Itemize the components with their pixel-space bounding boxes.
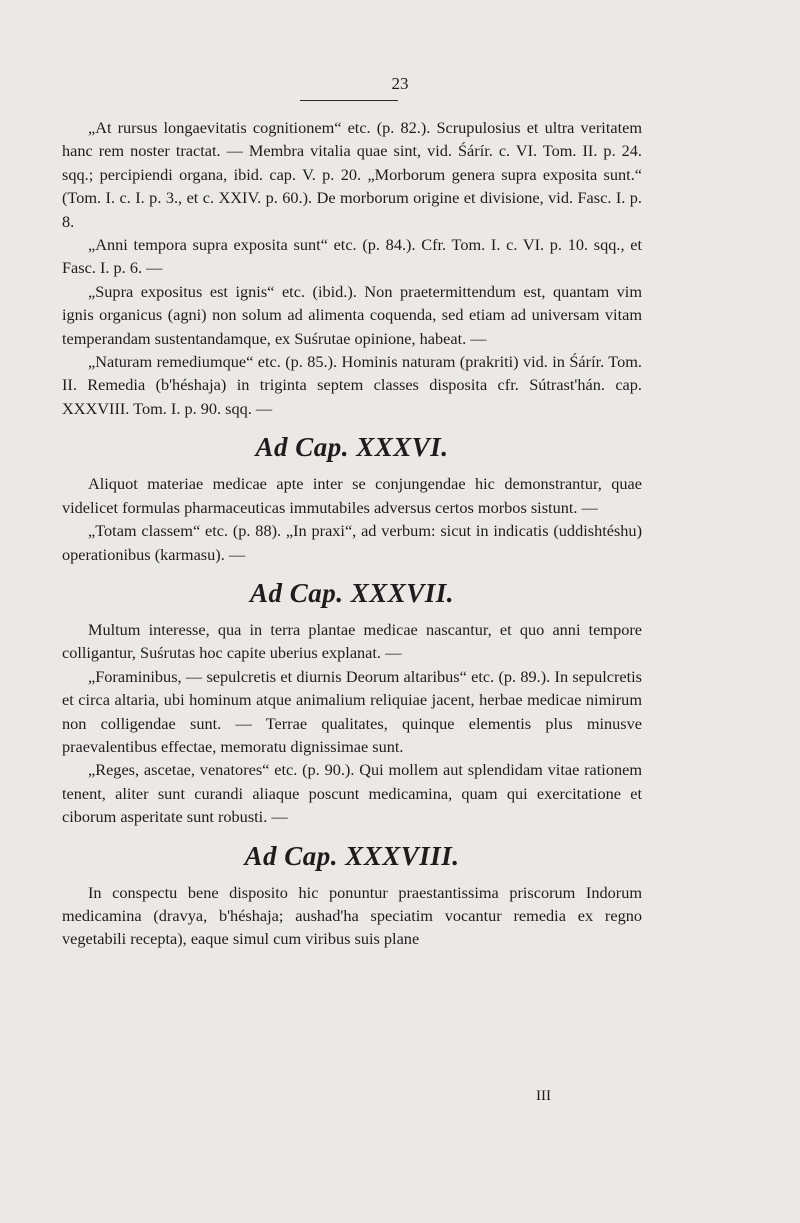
paragraph: Multum interesse, qua in terra plantae medicae nascantur, et quo anni tempore colligantur, Suśrutas hoc capite uberius explanat. — xyxy=(62,619,642,663)
paragraph: „At rursus longaevitatis cognitionem“ etc. (p. 82.). Scrupulosius et ultra veritatem hanc rem noster tractat. — Membra vitalia quae sint, vid. Śárír. c. VI. Tom. II. p. 24. sqq.; percipiendi organa, ibid. cap. V. p. 20. „Morborum genera supra exposita sunt.“ (Tom. I. c. I. p. 3., et c. XXIV. p. 60.). De morborum origine et divisione, vid. Fasc. I. p. 8. xyxy=(62,118,642,231)
paragraph: „Supra expositus est ignis“ etc. (ibid.). Non praetermittendum est, quantam vim ignis organicus (agni) non solum ad alimenta coquenda, sed etiam ad universam vitam temperandam sustentandamque, ex Suśrutae opinione, habeat. — xyxy=(62,281,642,348)
paragraph: „Foraminibus, — sepulcretis et diurnis Deorum altaribus“ etc. (p. 89.). In sepulcretis et circa altaria, ubi hominum atque animalium reliquiae jacent, herbae medicae nimirum non colligendae sunt. — Terrae qualitates, quinque elementis plus minusve praevalentibus effectae, memoratu dignissimae sunt. xyxy=(62,666,642,756)
signature-mark: III xyxy=(536,1088,551,1104)
header-rule xyxy=(300,100,398,101)
section-heading: Ad Cap. XXXVII. xyxy=(249,577,455,608)
paragraph: „Anni tempora supra exposita sunt“ etc. (p. 84.). Cfr. Tom. I. c. VI. p. 10. sqq., et Fasc. I. p. 6. — xyxy=(62,235,642,278)
paragraph: „Totam classem“ etc. (p. 88). „In praxi“, ad verbum: sicut in indicatis (uddishtéshu) operationibus (karmasu). — xyxy=(62,521,642,564)
paragraph: In conspectu bene disposito hic ponuntur praestantissima priscorum Indorum medicamina (dravya, b'héshaja; aushad'ha speciatim vocantur remedia ex regno vegetabili recepta), eaque simul cum viribus suis plane xyxy=(62,882,642,949)
paragraph: Aliquot materiae medicae apte inter se conjungendae hic demonstrantur, quae videlicet formulas pharmaceuticas immutabiles adversus certos morbos sistunt. — xyxy=(62,474,642,517)
paragraph: „Naturam remediumque“ etc. (p. 85.). Hominis naturam (prakriti) vid. in Śárír. Tom. II. Remedia (b'héshaja) in triginta septem classes disposita cfr. Sútrast'hán. cap. XXXVIII. Tom. I. p. 90. sqq. — xyxy=(62,352,642,418)
body-text xyxy=(62,116,642,951)
section-heading: Ad Cap. XXXVIII. xyxy=(244,840,460,871)
paragraph: „Reges, ascetae, venatores“ etc. (p. 90.). Qui mollem aut splendidam vitae rationem tenent, aliter sunt curandi aliaque poscunt medicamina, quam qui exercitatione et ciborum asperitate sunt robusti. — xyxy=(62,760,642,827)
page-number: 23 xyxy=(391,74,409,93)
section-heading: Ad Cap. XXXVI. xyxy=(255,432,449,463)
